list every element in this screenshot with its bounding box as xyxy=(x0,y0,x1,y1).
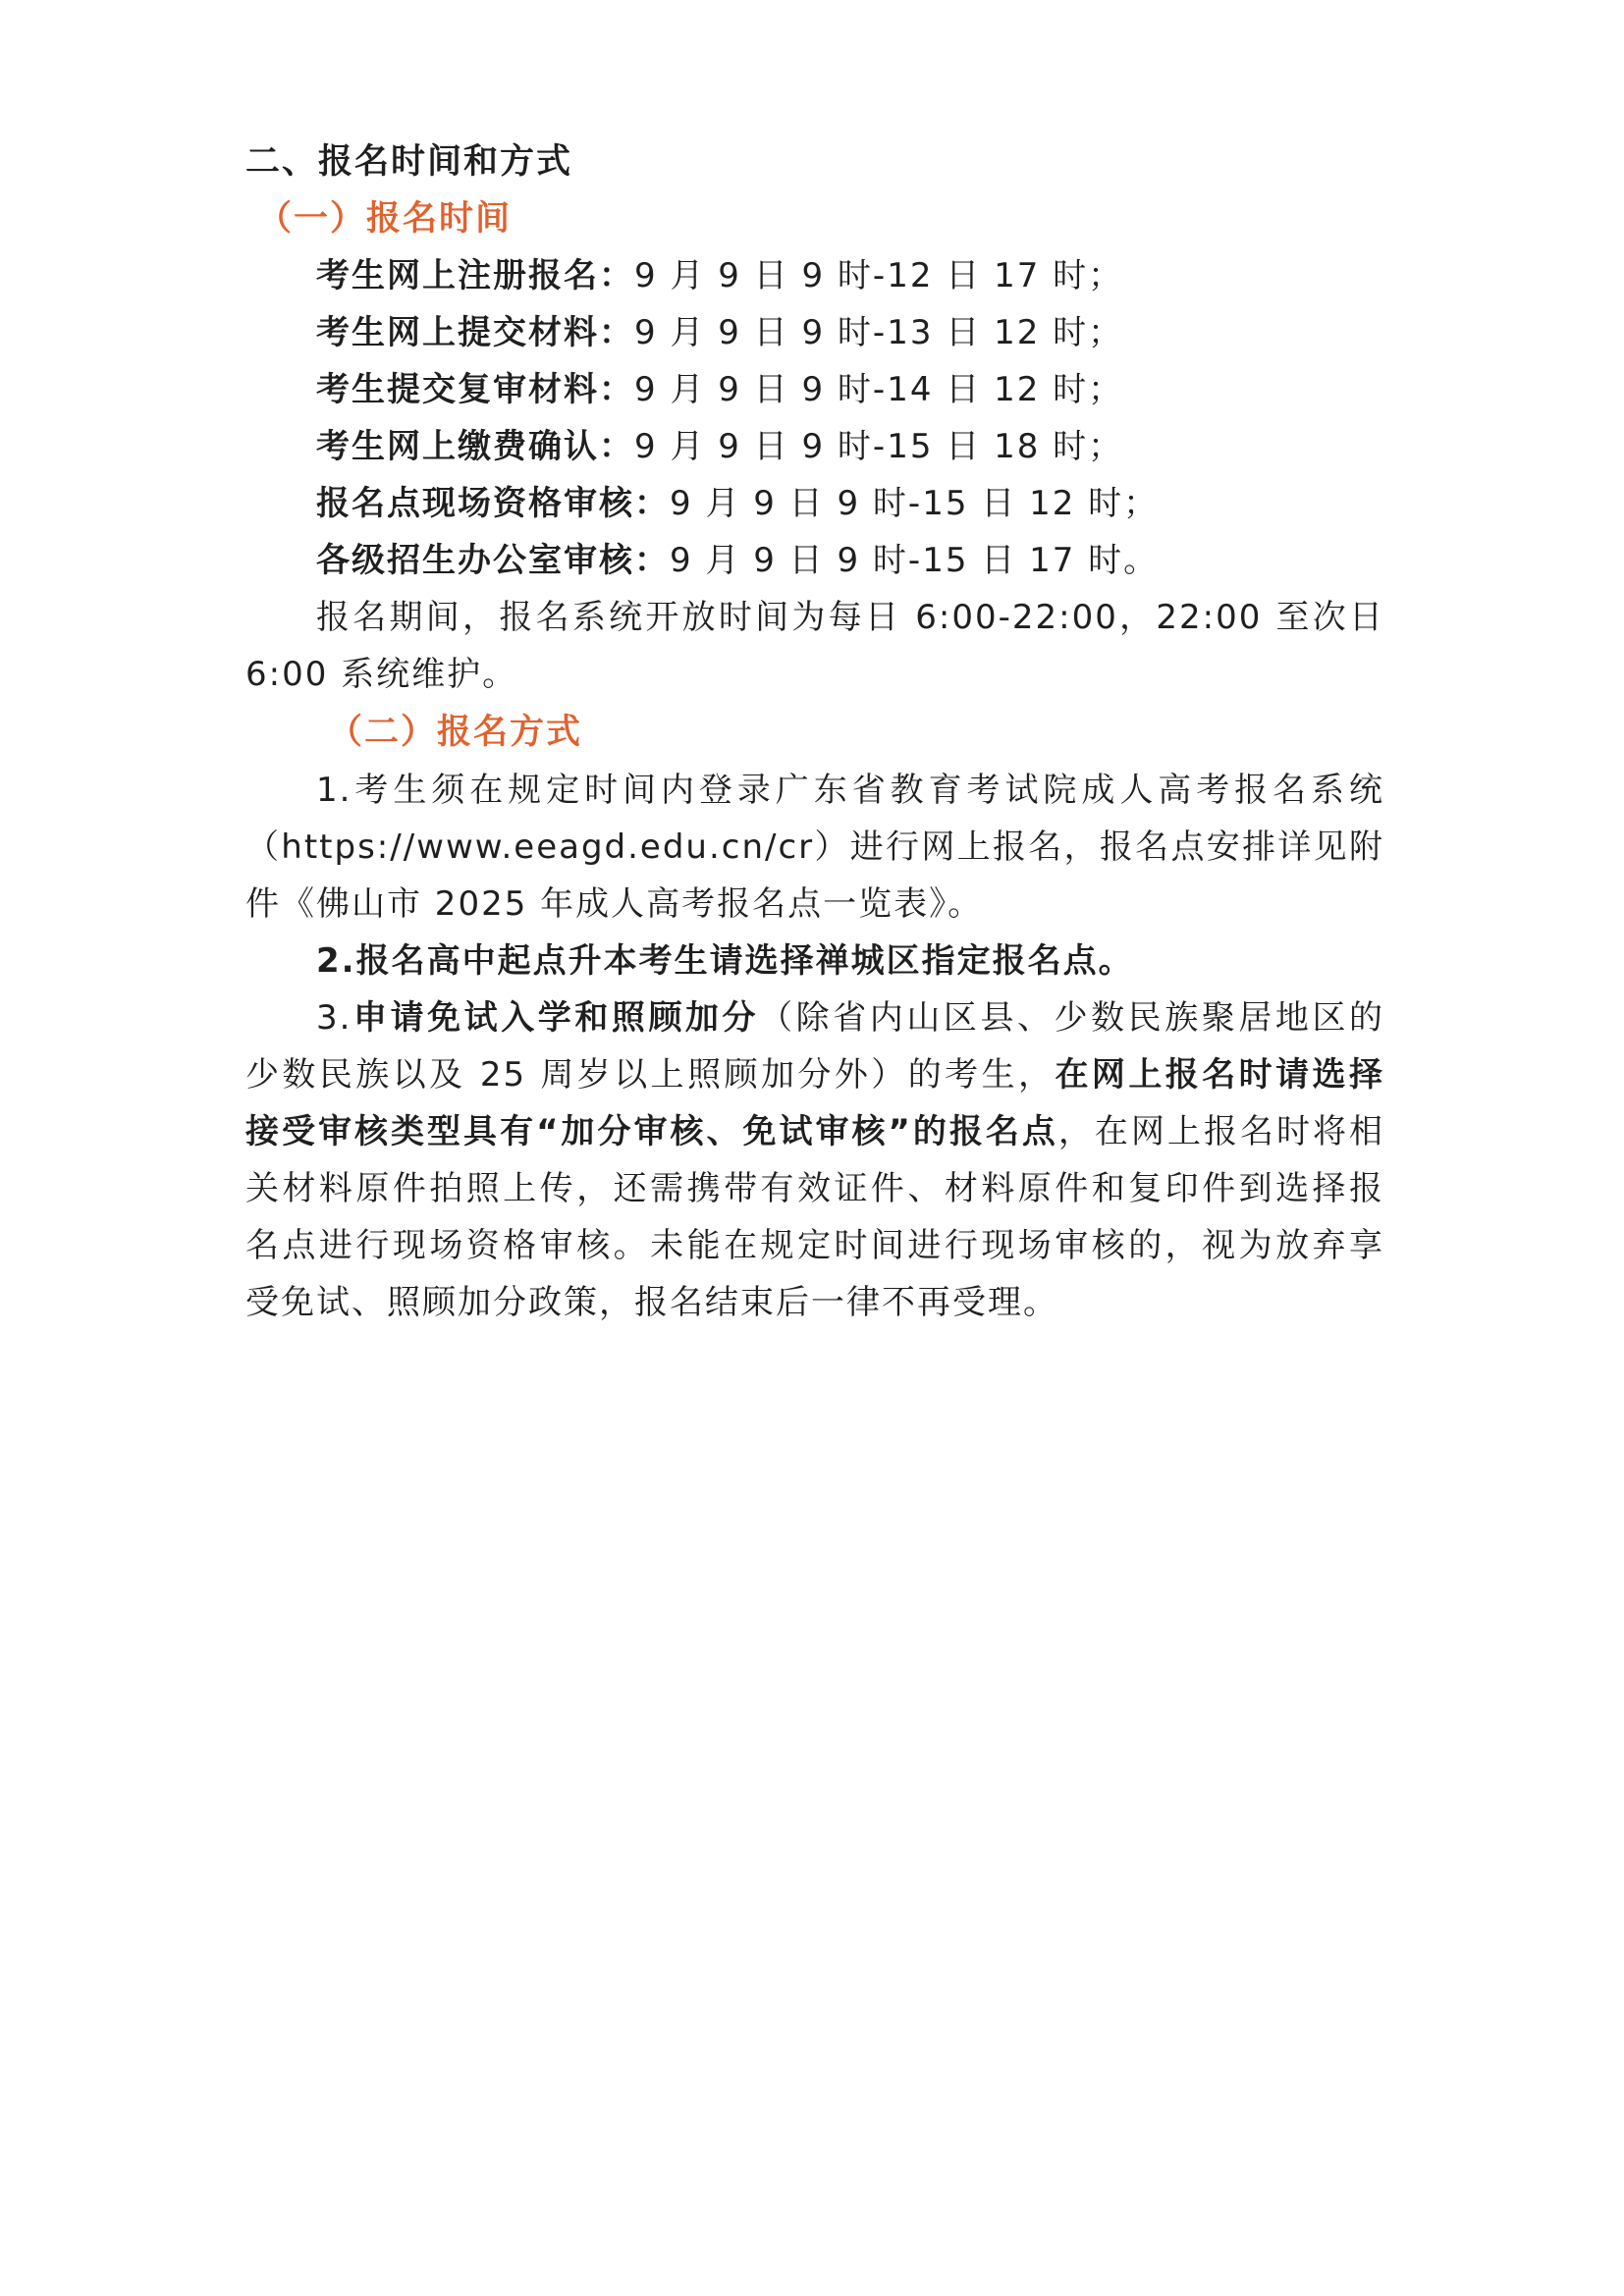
schedule-row xyxy=(316,256,1384,295)
schedule-row xyxy=(316,541,1384,580)
schedule-label: 各级招生办公室审核： xyxy=(316,541,670,580)
item3-line: 名点进行现场资格审核。未能在规定时间进行现场审核的，视为放弃享 xyxy=(245,1226,1384,1265)
system-note-line: 6:00 系统维护。 xyxy=(245,655,518,694)
item3-text: （除省内山区县、少数民族聚居地区的 xyxy=(759,998,1385,1038)
item3-number: 3. xyxy=(316,998,352,1038)
schedule-value: 9 月 9 日 9 时-15 日 12 时； xyxy=(670,484,1160,523)
item3-line: 关材料原件拍照上传，还需携带有效证件、材料原件和复印件到选择报 xyxy=(245,1169,1384,1208)
item3-line xyxy=(245,1055,1384,1095)
item3-bold-text: 申请免试入学和照顾加分 xyxy=(352,998,760,1038)
schedule-value: 9 月 9 日 9 时-15 日 17 时。 xyxy=(670,541,1160,580)
schedule-label: 考生网上缴费确认： xyxy=(316,427,634,466)
schedule-value: 9 月 9 日 9 时-12 日 17 时； xyxy=(634,256,1124,295)
subsection-title-method: （二）报名方式 xyxy=(328,713,583,752)
schedule-row xyxy=(316,484,1384,523)
item3-line xyxy=(245,1112,1384,1151)
item3-bold-text: 在网上报名时请选择 xyxy=(1055,1055,1384,1095)
item3-line xyxy=(316,998,1384,1038)
item2-line: 2.报名高中起点升本考生请选择禅城区指定报名点。 xyxy=(316,941,1134,981)
schedule-row xyxy=(316,313,1384,352)
schedule-value: 9 月 9 日 9 时-13 日 12 时； xyxy=(634,313,1124,352)
system-note-line: 报名期间，报名系统开放时间为每日 6:00-22:00，22:00 至次日 xyxy=(316,598,1384,637)
item1-line: （https://www.eeagd.edu.cn/cr）进行网上报名，报名点安排详见附 xyxy=(245,828,1384,867)
schedule-row xyxy=(316,370,1384,409)
schedule-label: 考生网上提交材料： xyxy=(316,313,634,352)
section-title: 二、报名时间和方式 xyxy=(245,142,573,182)
item3-text: ，在网上报名时将相 xyxy=(1057,1112,1384,1151)
item3-bold-text: 接受审核类型具有“加分审核、免试审核”的报名点 xyxy=(245,1112,1058,1151)
item1-line: 1.考生须在规定时间内登录广东省教育考试院成人高考报名系统 xyxy=(316,771,1384,810)
schedule-label: 考生网上注册报名： xyxy=(316,256,634,295)
schedule-row xyxy=(316,427,1384,466)
item3-text: 少数民族以及 25 周岁以上照顾加分外）的考生， xyxy=(245,1055,1056,1095)
schedule-value: 9 月 9 日 9 时-15 日 18 时； xyxy=(634,427,1124,466)
subsection-title-time: （一）报名时间 xyxy=(257,199,513,239)
schedule-value: 9 月 9 日 9 时-14 日 12 时； xyxy=(634,370,1124,409)
item3-line: 受免试、照顾加分政策，报名结束后一律不再受理。 xyxy=(245,1283,1058,1322)
schedule-label: 报名点现场资格审核： xyxy=(316,484,670,523)
item1-line: 件《佛山市 2025 年成人高考报名点一览表》。 xyxy=(245,884,984,924)
schedule-label: 考生提交复审材料： xyxy=(316,370,634,409)
